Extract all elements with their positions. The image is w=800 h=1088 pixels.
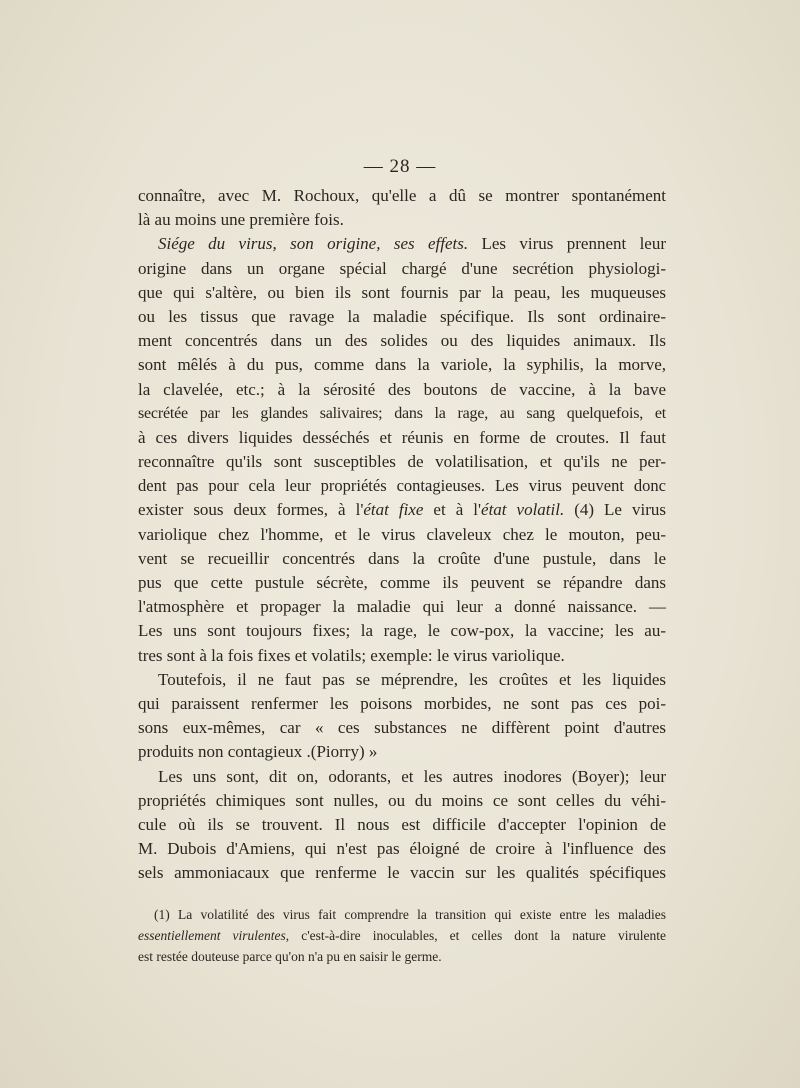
- section-heading: Siége du virus, son origine, ses effets.: [158, 234, 469, 254]
- text-line: vent se recueillir concentrés dans la croûte d'une pustule, dans le: [138, 548, 666, 568]
- text-line: Toutefois, il ne faut pas se méprendre, les croûtes et les liquides: [158, 669, 666, 689]
- text-line: origine dans un organe spécial chargé d'une secrétion physiologi-: [138, 258, 666, 278]
- text-line: sels ammoniacaux que renferme le vaccin sur les qualités spécifiques: [138, 863, 666, 883]
- text-line: sons eux-mêmes, car « ces substances ne diffèrent point d'autres: [138, 718, 666, 738]
- text-line: la clavelée, etc.; à la sérosité des boutons de vaccine, à la bave: [138, 379, 666, 399]
- page-number: — 28 —: [363, 156, 437, 177]
- text-line: secrétée par les glandes salivaires; dans la rage, au sang quelquefois, et: [138, 404, 666, 422]
- text-line-with-italics: [138, 498, 666, 522]
- text-line: sont mêlés à du pus, comme dans la variole, la syphilis, la morve,: [138, 355, 666, 375]
- text-line: produits non contagieux .(Piorry) »: [138, 742, 378, 762]
- text-line: tres sont à la fois fixes et volatils; exemple: le virus variolique.: [138, 645, 565, 665]
- text-line: dent pas pour cela leur propriétés contagieuses. Les virus peuvent donc: [138, 476, 666, 496]
- text-line: variolique chez l'homme, et le virus claveleux chez le mouton, peu-: [138, 524, 666, 544]
- text-line: propriétés chimiques sont nulles, ou du moins ce sont celles du véhi-: [138, 790, 666, 810]
- text-line: pus que cette pustule sécrète, comme ils peuvent se répandre dans: [138, 573, 666, 592]
- text-line: que qui s'altère, ou bien ils sont fournis par la peau, les muqueuses: [138, 282, 666, 302]
- text-span: et à l': [423, 500, 482, 520]
- footnote-italic-term: essentiellement virulentes: [138, 928, 286, 943]
- text-line: qui paraissent renfermer les poisons morbides, ne sont pas ces poi-: [138, 693, 666, 713]
- footnote-text: , c'est-à-dire inoculables, et celles dont la nature virulente: [285, 928, 666, 943]
- text-line: ou les tissus que ravage la maladie spécifique. Ils sont ordinaire-: [138, 306, 666, 326]
- main-text: [138, 184, 666, 885]
- text-line: là au moins une première fois.: [138, 210, 344, 230]
- italic-term: état fixe: [363, 500, 424, 520]
- italic-term: état volatil.: [481, 500, 565, 520]
- text-line: Les uns sont, dit on, odorants, et les autres inodores (Boyer); leur: [158, 766, 666, 786]
- text-span: exister sous deux formes, à l': [138, 500, 364, 520]
- text-line: connaître, avec M. Rochoux, qu'elle a dû se montrer spontanément: [138, 186, 666, 205]
- text-span: (4) Le virus: [564, 500, 666, 520]
- text-line-continuation: Les virus prennent leur: [468, 234, 666, 254]
- text-line: à ces divers liquides desséchés et réunis en forme de croutes. Il faut: [138, 427, 666, 447]
- section-heading-line: [138, 232, 666, 256]
- text-line: reconnaître qu'ils sont susceptibles de volatilisation, et qu'ils ne per-: [138, 452, 666, 472]
- text-line: l'atmosphère et propager la maladie qui leur a donné naissance. —: [138, 597, 666, 617]
- text-line: M. Dubois d'Amiens, qui n'est pas éloigné de croire à l'influence des: [138, 839, 666, 859]
- footnote-line: (1) La volatilité des virus fait comprendre la transition qui existe entre les maladies: [154, 907, 666, 922]
- footnotes: [138, 904, 666, 967]
- footnote-line: est restée douteuse parce qu'on n'a pu en saisir le germe.: [138, 949, 442, 964]
- text-line: ment concentrés dans un des solides ou des liquides animaux. Ils: [138, 331, 666, 351]
- text-line: Les uns sont toujours fixes; la rage, le cow-pox, la vaccine; les au-: [138, 621, 666, 641]
- text-line: cule où ils se trouvent. Il nous est difficile d'accepter l'opinion de: [138, 814, 666, 834]
- footnote-line: [138, 925, 666, 946]
